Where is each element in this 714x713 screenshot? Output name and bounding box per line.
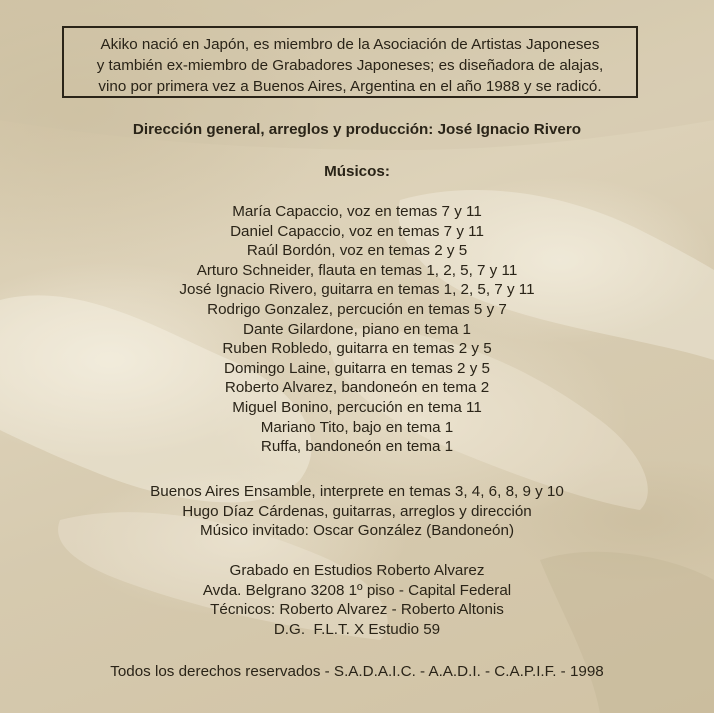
copyright-notice: Todos los derechos reservados - S.A.D.A.I.C. - A.A.D.I. - C.A.P.I.F. - 1998 — [110, 663, 604, 680]
musicians-list — [0, 202, 714, 457]
musician-line: José Ignacio Rivero, guitarra en temas 1, 2, 5, 7 y 11 — [179, 281, 535, 299]
ensemble-credits — [0, 482, 714, 541]
ensemble-line: Buenos Aires Ensamble, interprete en temas 3, 4, 6, 8, 9 y 10 — [150, 483, 564, 500]
musician-line: Roberto Alvarez, bandoneón en tema 2 — [224, 379, 490, 397]
recording-line: D.G. F.L.T. X Estudio 59 — [273, 620, 441, 638]
recording-line: Grabado en Estudios Roberto Alvarez — [229, 562, 485, 579]
musician-line: Arturo Schneider, flauta en temas 1, 2, 5, 7 y 11 — [196, 261, 518, 279]
intro-line-3: vino por primera vez a Buenos Aires, Argentina en el año 1988 y se radicó. — [98, 78, 602, 95]
recording-line: Técnicos: Roberto Alvarez - Roberto Altonis — [210, 601, 504, 619]
intro-box — [62, 26, 638, 98]
recording-credits — [0, 561, 714, 639]
intro-line-2: y también ex-miembro de Grabadores Japoneses; es diseñadora de alajas, — [96, 57, 604, 74]
direction-credit: Dirección general, arreglos y producción: José Ignacio Rivero — [132, 121, 582, 138]
ensemble-line: Músico invitado: Oscar González (Bandoneón) — [199, 522, 515, 540]
musician-line: Ruffa, bandoneón en tema 1 — [260, 438, 454, 456]
ensemble-line: Hugo Díaz Cárdenas, guitarras, arreglos y dirección — [182, 502, 532, 520]
musician-line: Raúl Bordón, voz en temas 2 y 5 — [246, 242, 468, 260]
musician-line: Miguel Bonino, percución en tema 11 — [232, 398, 482, 416]
musician-line: Ruben Robledo, guitarra en temas 2 y 5 — [222, 340, 492, 358]
musician-line: María Capaccio, voz en temas 7 y 11 — [232, 203, 482, 220]
musician-line: Mariano Tito, bajo en tema 1 — [260, 418, 454, 436]
recording-line: Avda. Belgrano 3208 1º piso - Capital Federal — [202, 581, 512, 599]
musician-line: Domingo Laine, guitarra en temas 2 y 5 — [224, 359, 490, 377]
musician-line: Daniel Capaccio, voz en temas 7 y 11 — [230, 222, 484, 240]
intro-line-1: Akiko nació en Japón, es miembro de la Asociación de Artistas Japoneses — [100, 36, 600, 53]
musicians-heading: Músicos: — [324, 163, 390, 180]
musician-line: Rodrigo Gonzalez, percución en temas 5 y 7 — [207, 300, 507, 318]
musician-line: Dante Gilardone, piano en tema 1 — [243, 320, 471, 338]
